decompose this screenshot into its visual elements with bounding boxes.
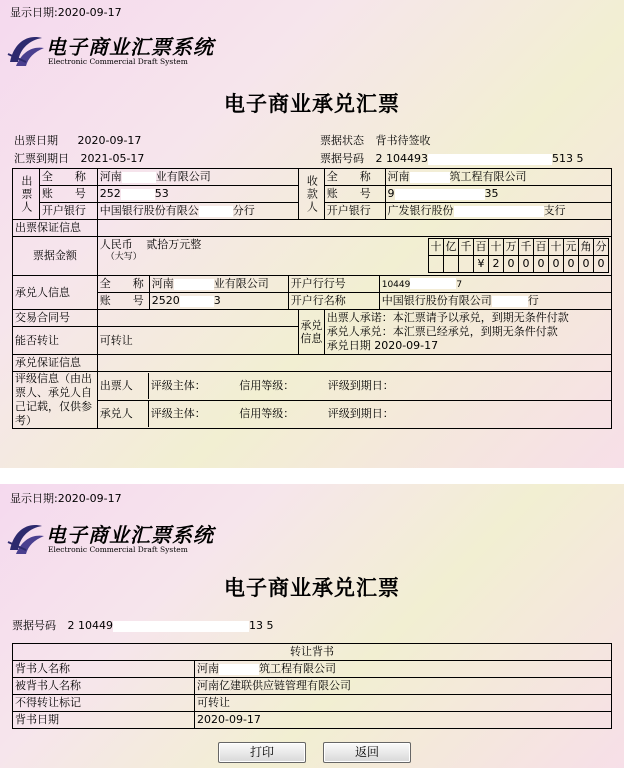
- back-bill-no-b: 13 5: [249, 619, 274, 632]
- credit-grade-label: 信用等级：: [239, 407, 295, 421]
- rating-drawer-label: 出票人: [98, 373, 149, 399]
- endorsee-label: 被背书人名称: [13, 678, 195, 695]
- amount-unit-7: 百: [534, 239, 549, 256]
- amount-unit-4: 十: [489, 239, 504, 256]
- payee-account-label: 账 号: [324, 186, 385, 203]
- back-button[interactable]: 返回: [323, 742, 411, 763]
- payee-label: 收款人: [298, 169, 324, 220]
- acceptor-bank-no-a: 10449: [381, 279, 411, 290]
- redaction-block: [122, 172, 156, 183]
- endorsement-section-title: 转让背书: [13, 644, 612, 661]
- endorse-date-label: 背书日期: [13, 712, 195, 729]
- rating-due-label: 评级到期日：: [327, 407, 394, 421]
- transfer-label: 能否转让: [13, 327, 98, 355]
- drawer-name-label: 全 称: [39, 169, 97, 186]
- amount-unit-11: 分: [594, 239, 609, 256]
- payee-account-a: 9: [387, 187, 395, 200]
- acceptor-row-1: [97, 276, 611, 293]
- amount-digit-5: 0: [504, 256, 519, 273]
- transfer-value: 可转让: [97, 327, 298, 355]
- accept-date-label: 承兑日期: [326, 339, 371, 352]
- amount-digit-6: 0: [519, 256, 534, 273]
- redaction-block: [454, 206, 544, 217]
- drawer-bank-a: 中国银行股份有限公: [99, 204, 199, 217]
- rating-acceptor-fields: [148, 401, 611, 427]
- bill-front-table: [12, 168, 612, 429]
- amount-words: 贰拾万元整: [146, 238, 202, 251]
- payee-name-label: 全 称: [324, 169, 385, 186]
- redaction-block: [395, 189, 485, 200]
- logo-title-cn: 电子商业汇票系统: [46, 522, 214, 547]
- amount-text: [100, 239, 202, 263]
- redaction-block: [174, 279, 214, 290]
- drawer-name-b: 业有限公司: [155, 170, 211, 183]
- display-date-value: 2020-09-17: [57, 6, 122, 19]
- payee-name-value: [385, 169, 611, 186]
- drawer-bank-label: 开户银行: [39, 203, 97, 220]
- rating-drawer-row: [97, 372, 611, 401]
- redaction-block: [410, 278, 456, 289]
- acceptor-bank-name-b: 行: [527, 294, 539, 307]
- status-row: [320, 132, 431, 148]
- bill-no-part-b: 513 5: [552, 152, 584, 165]
- acceptor-account-label: 账 号: [98, 293, 150, 309]
- acceptor-name-a: 河南: [151, 277, 174, 290]
- no-transfer-label: 不得转让标记: [13, 695, 195, 712]
- display-date-row: [10, 490, 122, 506]
- endorsement-table: [12, 643, 612, 729]
- ecds-logo-icon: [6, 520, 46, 558]
- due-date-row: [14, 150, 144, 166]
- acceptor-name-b: 业有限公司: [213, 277, 269, 290]
- endorser-label: 背书人名称: [13, 661, 195, 678]
- redaction-block: [410, 172, 450, 183]
- amount-digit-grid: [428, 238, 609, 273]
- payee-account-value: [385, 186, 611, 203]
- endorser-a: 河南: [197, 662, 219, 675]
- accept-info-label: 承兑信息: [298, 310, 324, 355]
- logo-title-en: Electronic Commercial Draft System: [48, 544, 188, 554]
- amount-unit-5: 万: [504, 239, 519, 256]
- rating-subject-label: 评级主体：: [150, 407, 206, 421]
- drawer-bank-b: 分行: [232, 204, 255, 217]
- amount-digit-4: 2: [489, 256, 504, 273]
- amount-caps-note: （大写）: [105, 252, 142, 262]
- amount-digit-11: 0: [594, 256, 609, 273]
- drawer-guarantee-label: 出票保证信息: [13, 220, 98, 237]
- bill-no-part-a: 2 104493: [375, 152, 428, 165]
- endorser-value: [195, 661, 612, 678]
- payee-bank-value: [385, 203, 611, 220]
- display-date-label: 显示日期:: [10, 492, 58, 505]
- acceptor-bank-no-label: 开户行行号: [288, 276, 379, 292]
- acceptor-label: 承兑人信息: [13, 276, 98, 310]
- amount-unit-3: 百: [474, 239, 489, 256]
- endorse-date-value: 2020-09-17: [195, 712, 612, 729]
- rating-acceptor-row: [97, 400, 611, 429]
- rating-drawer-fields: [148, 373, 611, 399]
- bill-title: 电子商业承兑汇票: [224, 575, 400, 600]
- bill-no-row: [320, 150, 584, 166]
- redaction-block: [199, 206, 233, 217]
- bill-title: 电子商业承兑汇票: [224, 91, 400, 116]
- drawer-bank-value: [97, 203, 298, 220]
- redaction-block: [113, 621, 249, 632]
- drawer-account-value: [97, 186, 298, 203]
- amount-unit-1: 亿: [444, 239, 459, 256]
- issue-date-value: 2020-09-17: [77, 134, 142, 147]
- amount-digit-1: [444, 256, 459, 273]
- rating-due-label: 评级到期日：: [327, 378, 394, 392]
- acceptor-guarantee-label: 承兑保证信息: [13, 355, 98, 372]
- payee-bank-a: 广发银行股份: [387, 204, 454, 217]
- acceptor-bank-name-value: [379, 293, 611, 309]
- rating-drawer-table: [98, 373, 611, 399]
- redaction-block: [219, 664, 259, 675]
- acceptor-promise: 承兑人承兑：本汇票已经承兑，到期无条件付款: [326, 325, 558, 338]
- issue-date-label: 出票日期: [14, 134, 58, 147]
- credit-grade-label: 信用等级：: [239, 378, 295, 392]
- acceptor-inner-table-2: [98, 293, 611, 309]
- acceptor-account-value: [149, 293, 288, 309]
- acceptor-row-2: [97, 293, 611, 310]
- payee-name-b: 筑工程有限公司: [449, 170, 527, 183]
- system-logo: [6, 32, 214, 70]
- acceptor-name-value: [149, 276, 288, 292]
- drawer-promise: 出票人承诺：本汇票请予以承兑，到期无条件付款: [326, 311, 569, 324]
- accept-date-row: [327, 339, 609, 353]
- amount-digit-10: 0: [579, 256, 594, 273]
- amount-cell: [97, 237, 611, 276]
- acceptor-bank-name-a: 中国银行股份有限公司: [381, 294, 492, 307]
- system-logo: [6, 520, 214, 558]
- contract-value: [97, 310, 298, 327]
- amount-prefix: 人民币: [99, 238, 133, 251]
- payee-bank-label: 开户银行: [324, 203, 385, 220]
- amount-unit-2: 千: [459, 239, 474, 256]
- amount-unit-9: 元: [564, 239, 579, 256]
- logo-title-cn: 电子商业汇票系统: [46, 34, 214, 59]
- acceptor-account-b: 3: [213, 294, 221, 307]
- endorser-b: 筑工程有限公司: [259, 662, 336, 675]
- acceptor-bank-no-value: [379, 276, 611, 292]
- logo-title-en: Electronic Commercial Draft System: [48, 56, 188, 66]
- accept-date-value: 2020-09-17: [374, 339, 439, 352]
- display-date-label: 显示日期:: [10, 6, 58, 19]
- amount-label: 票据金额: [13, 237, 98, 276]
- display-date-row: [10, 4, 122, 20]
- status-value: 背书待签收: [375, 134, 431, 147]
- payee-bank-b: 支行: [543, 204, 566, 217]
- due-date-label: 汇票到期日: [14, 152, 69, 165]
- rating-acceptor-label: 承兑人: [98, 401, 149, 427]
- amount-unit-6: 千: [519, 239, 534, 256]
- bill-no-label: 票据号码: [320, 152, 364, 165]
- redaction-block: [428, 154, 552, 165]
- no-transfer-value: 可转让: [195, 695, 612, 712]
- amount-digit-9: 0: [564, 256, 579, 273]
- amount-digit-0: [429, 256, 444, 273]
- drawer-account-a: 252: [99, 187, 121, 200]
- amount-unit-8: 十: [549, 239, 564, 256]
- bill-back-sheet: [0, 484, 624, 768]
- back-bill-no-row: [12, 617, 274, 633]
- print-button[interactable]: 打印: [218, 742, 306, 763]
- redaction-block: [492, 296, 528, 307]
- amount-unit-10: 角: [579, 239, 594, 256]
- acceptor-account-a: 2520: [151, 294, 180, 307]
- acceptor-name-label: 全 称: [98, 276, 150, 292]
- contract-label: 交易合同号: [13, 310, 98, 327]
- redaction-block: [180, 296, 214, 307]
- drawer-account-label: 账 号: [39, 186, 97, 203]
- accept-info-value: [324, 310, 611, 355]
- amount-digit-2: [459, 256, 474, 273]
- drawer-name-a: 河南: [99, 170, 122, 183]
- endorsee-value: 河南亿建联供应链管理有限公司: [195, 678, 612, 695]
- drawer-account-b: 53: [154, 187, 169, 200]
- issue-date-row: [14, 132, 141, 148]
- ecds-logo-icon: [6, 32, 46, 70]
- rating-acceptor-table: [98, 401, 611, 427]
- back-bill-no-label: 票据号码: [12, 619, 56, 632]
- acceptor-bank-no-b: 7: [456, 279, 463, 290]
- display-date-value: 2020-09-17: [57, 492, 122, 505]
- acceptor-guarantee-value: [97, 355, 611, 372]
- rating-label: 评级信息（由出票人、承兑人自己记载，仅供参考）: [13, 372, 98, 429]
- acceptor-bank-name-label: 开户行名称: [288, 293, 379, 309]
- payee-account-b: 35: [484, 187, 499, 200]
- status-label: 票据状态: [320, 134, 364, 147]
- back-bill-no-a: 2 10449: [67, 619, 113, 632]
- amount-digit-8: 0: [549, 256, 564, 273]
- redaction-block: [121, 189, 155, 200]
- acceptor-inner-table-1: [98, 276, 611, 292]
- rating-subject-label: 评级主体：: [150, 378, 206, 392]
- amount-digit-3: ¥: [474, 256, 489, 273]
- payee-name-a: 河南: [387, 170, 410, 183]
- drawer-guarantee-value: [97, 220, 611, 237]
- amount-digit-7: 0: [534, 256, 549, 273]
- drawer-name-value: [97, 169, 298, 186]
- amount-unit-0: 十: [429, 239, 444, 256]
- drawer-label: 出票人: [13, 169, 40, 220]
- due-date-value: 2021-05-17: [80, 152, 145, 165]
